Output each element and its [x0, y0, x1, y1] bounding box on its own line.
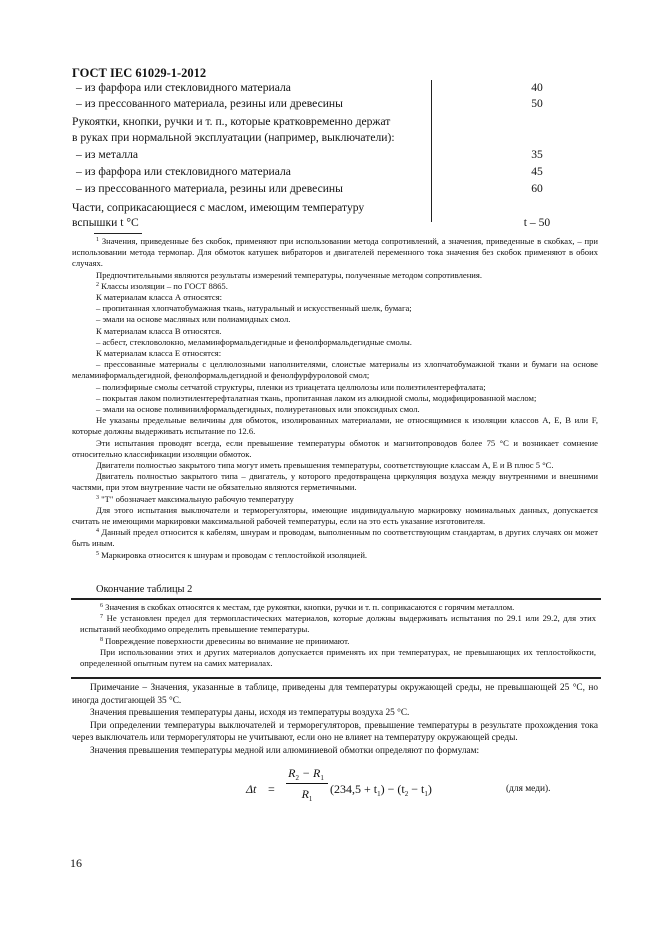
- footnote: – покрытая лаком полиэтилентерефталатная ткань, пропитанная лаком из алкидной смолы, модифицированной маслом;: [96, 392, 537, 403]
- note-paragraph: Значения превышения температуры медной или алюминиевой обмотки определяют по формулам:: [90, 745, 480, 756]
- formula-note: (для меди).: [506, 784, 551, 794]
- note-paragraph: При определении температуры выключателей и терморегуляторов, превышение температуры в результате прохождения тока через выключатель или терморегуляторы не учитывают, если оно не влияет на температуру окружающей среды.: [72, 720, 598, 744]
- note-paragraph: Примечание – Значения, указанные в таблице, приведены для температуры окружающей среды, не превышающей 25 °С, но иногда достигающей 35 °С.: [72, 683, 598, 706]
- page-number: 16: [70, 856, 82, 870]
- formula-equals: =: [268, 782, 275, 796]
- footnote: – пропитанная хлопчатобумажная ткань, натуральный и искусственный шелк, бумага;: [96, 303, 412, 314]
- footnote: – асбест, стекловолокно, меламинформальдегидные и фенолформальдегидные смолы.: [96, 336, 412, 347]
- row-value: 35: [531, 148, 543, 161]
- standard-header: ГОСТ IEC 61029-1-2012: [72, 66, 207, 80]
- footnote: Предпочтительными являются результаты измерений температуры, полученные методом сопротивления.: [96, 269, 483, 280]
- footnote: К материалам класса В относятся.: [96, 325, 222, 336]
- notes-section: [72, 682, 598, 758]
- fraction-bar: [286, 783, 328, 784]
- footnote: $^4$ Данный предел относится к кабелям, шнурам и проводам, выполненным по соответствующим стандартам, в других случаях он может быть иным.: [72, 527, 598, 549]
- footnote: $^3$ "Т" обозначает максимальную рабочую температуру: [96, 493, 294, 504]
- row-label: – из фарфора или стекловидного материала: [76, 165, 291, 178]
- note-paragraph: Значения превышения температуры даны, исходя из температуры воздуха 25 °С.: [90, 708, 410, 719]
- footnote: При использовании этих и других материалов допускается применять их при температурах, не превышающих их теплостойкости, определенной опытным путем на самих материалах.: [80, 646, 596, 669]
- row-value: 60: [531, 182, 543, 195]
- footnote: $^8$ Повреждение поверхности древесины во внимание не принимают.: [100, 635, 350, 646]
- row-label: – из фарфора или стекловидного материала: [76, 81, 291, 94]
- row-value: t – 50: [523, 216, 551, 229]
- row-label: – из прессованного материала, резины или древесины: [76, 182, 343, 195]
- footnote: Не указаны предельные величины для обмоток, изолированных материалами, не относящимися к изоляции классов А, Е, В или F, которые должны выдерживать испытание по 12.6.: [72, 415, 598, 437]
- formula-delta: Δt: [246, 782, 257, 796]
- footnote: К материалам класса А относятся:: [96, 292, 223, 303]
- row-label: – из металла: [76, 148, 139, 161]
- footnote: – прессованные материалы с целлюлозными наполнителями, слоистые материалы из хлопчатобумажной ткани и бумаги на основе меламинформальдегидной, фенолформальдегидной и фенолфурфуроловой смол;: [72, 359, 598, 381]
- footnote: – эмали на основе поливинилформальдегидных, полиуретановых или эпоксидных смол.: [96, 404, 420, 415]
- footnote: $^6$ Значения в скобках относятся к местам, где рукоятки, кнопки, ручки и т. п. соприкасаются с горячим металлом.: [100, 602, 515, 612]
- footnote: Двигатель полностью закрытого типа – двигатель, у которого предотвращена циркуляция воздуха между внутренними и внешними частями, при этом внутренние части не обязательно являются герметичными.: [72, 471, 598, 493]
- footnote: $^7$ Не установлен предел для термопластических материалов, которые должны выдерживать испытания по 29.1 или 29.2, для этих испытаний необходимо определить превышение температуры.: [80, 613, 596, 635]
- footnote: $^2$ Классы изоляции – по ГОСТ 8865.: [96, 280, 228, 291]
- footnote: Двигатели полностью закрытого типа могут иметь превышения температуры, соответствующие классам А, Е и В плюс 5 °С.: [96, 460, 554, 471]
- row-value: 50: [531, 97, 543, 110]
- row-label: в руках при нормальной эксплуатации (например, выключатели):: [72, 131, 395, 144]
- footnote: – эмали на основе масляных или полиамидных смол.: [96, 314, 291, 325]
- formula-rest: $(234,5 + t_1) - (t_2 - t_1)$: [330, 782, 432, 798]
- footnote: К материалам класса Е относятся:: [96, 348, 222, 359]
- footnote: – полиэфирные смолы сетчатой структуры, пленки из триацетата целлюлозы или полиэтилентерефталата;: [96, 381, 486, 392]
- row-value: 45: [531, 165, 543, 178]
- footnote: $^1$ Значения, приведенные без скобок, применяют при использовании метода сопротивлений, а значения, приведенные в скобках, – при использовании метода термопар. Для обмоток катушек вибраторов и двигателей переменного тока значения без скобок применяют в обоих случаях.: [72, 236, 598, 269]
- row-value: 40: [531, 81, 543, 94]
- footnote: $^5$ Маркировка относится к шнурам и проводам с теплостойкой изоляцией.: [96, 549, 368, 560]
- row-label: – из прессованного материала, резины или древесины: [76, 97, 343, 110]
- formula-denominator: $R_1$: [301, 787, 313, 803]
- footnote: Эти испытания проводят всегда, если превышение температуры обмоток и магнитопроводов более 75 °С и возникает сомнение относительно классификации изоляции обмоток.: [72, 437, 598, 459]
- formula-numerator: $R_2 - R_1$: [288, 766, 324, 782]
- footnote: Для этого испытания выключатели и терморегуляторы, имеющие индивидуальную маркировку номинальных данных, допускается считать не имеющими маркировки максимальной рабочей температуры, если на это есть указание изготовителя.: [72, 504, 598, 527]
- footnote-separator: [94, 233, 142, 234]
- table-continuation-title: Окончание таблицы 2: [96, 584, 193, 595]
- row-label: Части, соприкасающиеся с маслом, имеющим температуру: [72, 201, 365, 214]
- row-label: Рукоятки, кнопки, ручки и т. п., которые кратковременно держат: [72, 115, 391, 128]
- table-footnotes: [72, 236, 598, 561]
- row-label: вспышки t °С: [72, 216, 139, 229]
- table-end-footnotes: [80, 602, 596, 669]
